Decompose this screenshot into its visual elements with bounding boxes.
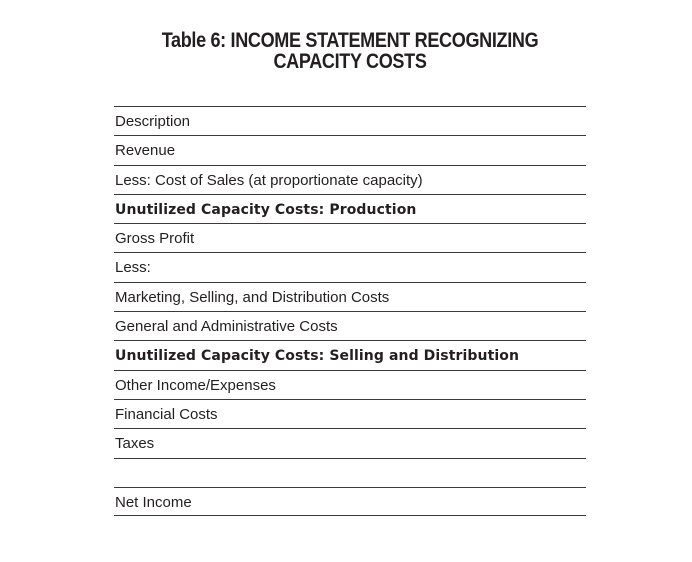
- table-row: [114, 106, 586, 135]
- table-row: [114, 399, 586, 428]
- income-statement-table: [114, 106, 586, 516]
- row-label-description: Description: [115, 113, 191, 130]
- row-label-marketing-selling-distribution: Marketing, Selling, and Distribution Costs: [115, 288, 390, 306]
- table-row: [114, 135, 586, 164]
- table-row: [114, 223, 586, 252]
- row-label-financial-costs: Financial Costs: [115, 405, 218, 423]
- row-label-general-administrative: General and Administrative Costs: [115, 318, 338, 336]
- table-row: [114, 165, 586, 194]
- table-row: [114, 458, 586, 487]
- table-title-line-1: Table 6: INCOME STATEMENT RECOGNIZING: [161, 29, 539, 52]
- row-label-unutilized-production: Unutilized Capacity Costs: Production: [115, 201, 417, 218]
- table-row: [114, 370, 586, 399]
- row-label-less: Less:: [115, 259, 151, 277]
- row-label-unutilized-selling-distribution: Unutilized Capacity Costs: Selling and Distribution: [115, 348, 520, 365]
- table-row: [114, 194, 586, 223]
- table-row: [114, 487, 586, 516]
- row-label-taxes: Taxes: [115, 435, 155, 453]
- row-label-revenue: Revenue: [115, 142, 176, 160]
- row-label-cost-of-sales: Less: Cost of Sales (at proportionate capacity): [115, 171, 423, 189]
- table-title-line-2: CAPACITY COSTS: [273, 50, 427, 73]
- table-row: [114, 282, 586, 311]
- table-title: [49, 30, 651, 72]
- table-row: [114, 428, 586, 457]
- row-label-other-income-expenses: Other Income/Expenses: [115, 376, 276, 394]
- table-row: [114, 311, 586, 340]
- row-label-gross-profit: Gross Profit: [115, 230, 195, 248]
- table-row: [114, 340, 586, 369]
- table-row: [114, 252, 586, 281]
- row-label-net-income: Net Income: [115, 493, 192, 511]
